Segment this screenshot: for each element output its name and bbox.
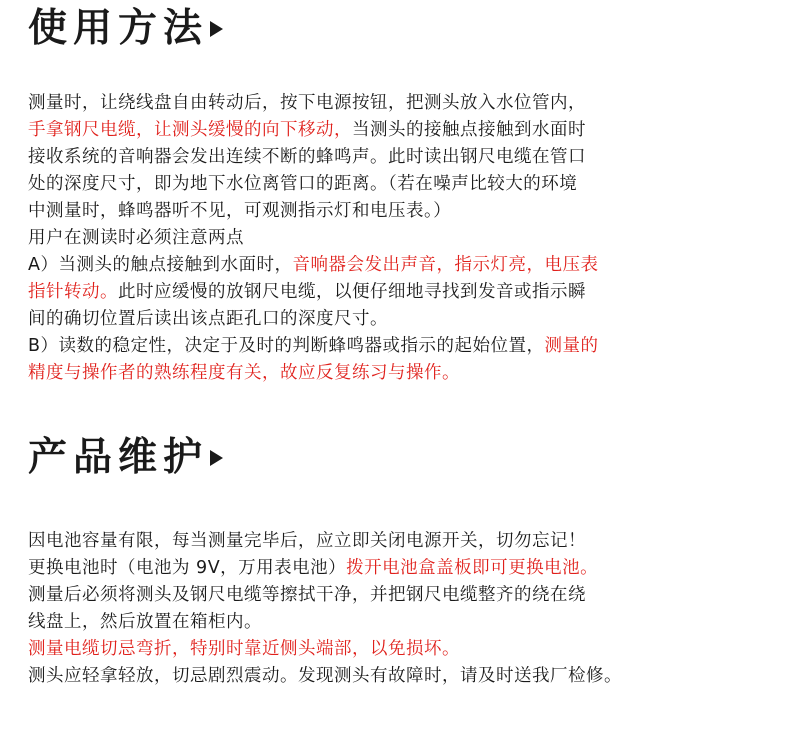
highlighted-text: 指针转动。: [28, 282, 118, 302]
text-line: [28, 225, 778, 252]
text-line: [28, 90, 778, 117]
text-line: [28, 252, 778, 279]
usage-instructions: [28, 90, 778, 387]
body-text-segment: B）读数的稳定性，决定于及时的判断蜂鸣器或指示的起始位置，: [28, 336, 545, 356]
text-line: [28, 609, 778, 636]
body-text-segment: 中测量时，蜂鸣器听不见，可观测指示灯和电压表。）: [28, 201, 452, 221]
text-line: [28, 198, 778, 225]
text-line: [28, 663, 778, 690]
body-text-segment: 因电池容量有限，每当测量完毕后，应立即关闭电源开关，切勿忘记！: [28, 531, 586, 551]
text-line: [28, 117, 778, 144]
body-text-segment: 当测头的接触点接触到水面时: [352, 120, 586, 140]
section-heading-usage: [28, 6, 223, 52]
body-text-segment: 处的深度尺寸，即为地下水位离管口的距离。（若在噪声比较大的环境: [28, 174, 578, 194]
body-text-segment: A）当测头的触点接触到水面时，: [28, 255, 293, 275]
body-text-segment: 测量时，让绕线盘自由转动后，按下电源按钮，把测头放入水位管内，: [28, 93, 586, 113]
highlighted-text: 测量电缆切忌弯折，特别时靠近侧头端部，以免损坏。: [28, 639, 460, 659]
text-line: [28, 333, 778, 360]
body-text-segment: 线盘上，然后放置在箱柜内。: [28, 612, 262, 632]
body-text-segment: 测头应轻拿轻放，切忌剧烈震动。发现测头有故障时，请及时送我厂检修。: [28, 666, 622, 686]
highlighted-text: 音响器会发出声音，指示灯亮，电压表: [292, 255, 599, 275]
body-text-segment: 此时应缓慢的放钢尺电缆，以便仔细地寻找到发音或指示瞬: [118, 282, 586, 302]
text-line: [28, 555, 778, 582]
section-title-maintenance: 产品维护: [28, 435, 209, 480]
text-line: [28, 528, 778, 555]
text-line: [28, 306, 778, 333]
text-line: [28, 360, 778, 387]
highlighted-text: 拨开电池盒盖板即可更换电池。: [346, 558, 599, 578]
section-heading-maintenance: [28, 435, 223, 481]
maintenance-instructions: [28, 528, 778, 690]
text-line: [28, 144, 778, 171]
play-triangle-icon: [210, 450, 223, 466]
body-text-segment: 测量后必须将测头及钢尺电缆等擦拭干净，并把钢尺电缆整齐的绕在绕: [28, 585, 586, 605]
text-line: [28, 171, 778, 198]
text-line: [28, 636, 778, 663]
body-text-segment: 间的确切位置后读出该点距孔口的深度尺寸。: [28, 309, 388, 329]
section-title-usage: 使用方法: [28, 6, 209, 51]
text-line: [28, 582, 778, 609]
body-text-segment: 接收系统的音响器会发出连续不断的蜂鸣声。此时读出钢尺电缆在管口: [28, 147, 586, 167]
body-text-segment: 用户在测读时必须注意两点: [28, 228, 244, 248]
highlighted-text: 测量的: [544, 336, 599, 356]
highlighted-text: 手拿钢尺电缆，让测头缓慢的向下移动，: [28, 120, 352, 140]
highlighted-text: 精度与操作者的熟练程度有关，故应反复练习与操作。: [28, 363, 460, 383]
play-triangle-icon: [210, 21, 223, 37]
body-text-segment: 更换电池时（电池为 9V，万用表电池）: [28, 558, 347, 578]
text-line: [28, 279, 778, 306]
